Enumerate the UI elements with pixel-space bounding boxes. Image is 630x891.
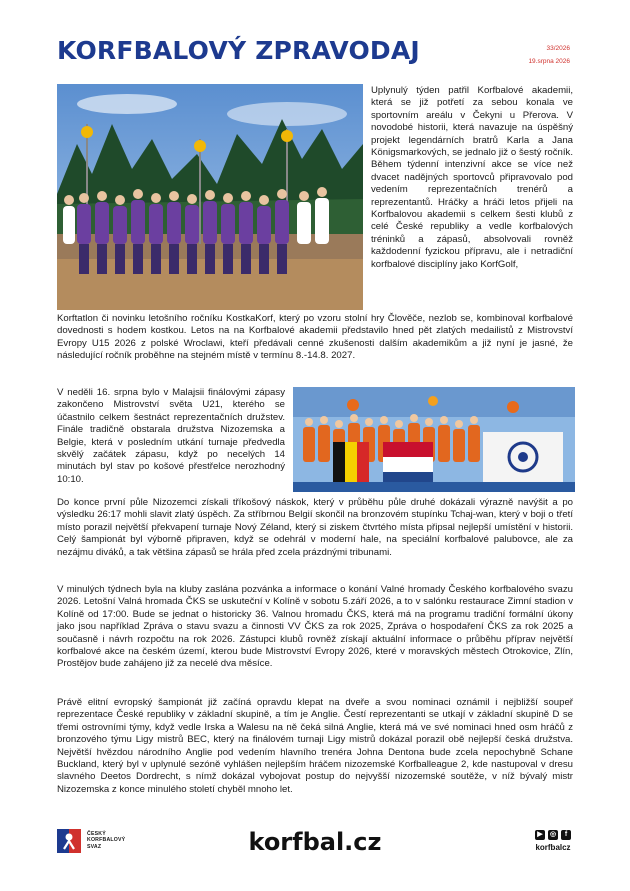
issue-date: 19.srpna 2026 [528, 58, 570, 65]
article2-continuation-text: Do konce první půle Nizozemci získali tříkošový náskok, který v průběhu půle druhé dokázali výrazně navýšit a po výsledku 26:17 mohli slavit zlatý úspěch. Za stříbrnou Belgií skončil na bronzovém stupínku Tchaj-wan, který v boji o třetí místo porazil největší překvapení turnaje Nový Zéland, který si ziskem čtvrtého místa připsal nejlepší umístění v historii. Celý šampionát byl výborně připraven, když se odehrál v moderní hale, na speciální korfbalové palubovce, ale za nezájmu diváků, a tak většina zápasů se hrála před zcela prázdnými tribunami. [57, 497, 573, 558]
academy-group-photo [57, 84, 363, 310]
social-handle[interactable]: korfbalcz [535, 843, 571, 852]
u21-world-championship-photo [293, 387, 575, 492]
article4-text: Právě elitní evropský šampionát již začíná opravdu klepat na dveře a svou nominaci oznámil i nejbližší soupeř reprezentace České republiky v základní skupině, a tím je Anglie. Čestí reprezentanti se utkají v základní skupině D se třemi ostrovními týmy, když vedle Irska a Walesu na ně čeká silná Anglie, která má ve své nominaci hned osm hráčů z bronzového týmu Ligy mistrů BEC, který na finálovém turnaji Ligy mistrů dokázal porazil obě nejlepší česká družstva. Největší hvězdou národního Anglie pod vedením hlavního trenéra Johna Dentona bude zcela nepochybně Schane Buckland, který byl v uplynulé sezóně vyhlášen nejlepším hráčem nizozemské Korfballeague 2, kde nastupoval v dresu slavného Deetos Dordrecht, s nímž dokázal vybojovat postup do nejvyšší nizozemské soutěže, v níž bývalý mistr Nizozemska z konce minulého století chyběl mnoho let. [57, 697, 573, 795]
newsletter-title: KORFBALOVÝ ZPRAVODAJ [57, 36, 420, 65]
social-links [533, 830, 573, 852]
logo-line-1: ČESKÝ [87, 831, 106, 837]
article1-continuation-text: Korftatlon či novinku letošního ročníku KostkaKorf, který po vzoru stolní hry Člověče, nezlob se, kombinoval korfbalové dovednosti s hodem kostkou. Letos na na Korfbalové akademii představilo hned pět zlatých medailistů z Mistrovství Evropy U15 2026 z polské Wroclawi, kteří předávali cenné zkušenosti dalším akademikům a již nyní je jasné, že následující ročník proběhne na stejném místě v termínu 8.-14.8. 2027. [57, 313, 573, 362]
article3-text: V minulých týdnech byla na kluby zaslána pozvánka a informace o konání Valné hromady Českého korfbalového svazu 2026. Letošní Valná hromada ČKS se uskuteční v Kolíně v sobotu 5.září 2026, a to v salónku restaurace Zimní stadion v Kolíně od 17:00. Bude se jednat o historicky 36. Valnou hromadu ČKS, která má na programu tradiční formální úkony jako jsou například Zpráva o stavu svazu a činnosti VV ČKS za rok 2025, Zpráva o hospodaření ČKS za rok 2025 a současně i návrh rozpočtu na rok 2026. Zástupci klubů rovněž získají aktuální informace o průběhu příprav největší korfbalové akce na českém území, kterou bude Mistrovství Evropy 2026, které v moravských městech Otrokovice, Zlín, Prostějov bude zahájeno již za necelé dva měsíce. [57, 584, 573, 670]
logo-line-2: KORFBALOVÝ [87, 837, 126, 844]
website-link[interactable]: korfbal.cz [248, 828, 382, 856]
facebook-icon[interactable]: f [561, 830, 571, 840]
issue-number: 33/2026 [546, 45, 570, 52]
issue-info [528, 42, 570, 68]
article2-column-text: V neděli 16. srpna bylo v Malajsii finálovými zápasy zakončeno Mistrovství světa U21, kterého se účastnilo celkem šestnáct reprezentačních družstev. Finále tradičně obstarala družstva Nizozemska a Belgie, která v posledním utkání turnaje předvedla skvělý začátek zápasu, když po necelých 14 minutách byl stav po košové přestřelce nerozhodný 10:10. [57, 387, 285, 485]
article1-column-text: Uplynulý týden patřil Korfbalové akademii, která se již potřetí za sebou konala ve sportovním areálu v Čekyni u Přerova. V novodobé historii, která navazuje na úspěšný projekt legendárních bratrů Karla a Jana Königsmarkových, se jednalo již o šestý ročník. Během týdenní intenzivní akce se více než dvacet nadějných sportovců připravovalo pod vedením reprezentačních trenérů a reprezentantů. Hráčky a hráči letos přijeli na Korfbalovou akademii s celkem šesti klubů z celé České republiky a vedle korfbalových tréninků a zápasů, absolvovali rovněž každodenní fyzickou přípravu, ale i netradiční korfbalové disciplíny jako KorfGolf, [371, 85, 573, 270]
logo-line-3: SVAZ [87, 843, 102, 850]
instagram-icon[interactable]: ◎ [549, 831, 557, 838]
youtube-icon[interactable]: ▶ [535, 830, 545, 840]
